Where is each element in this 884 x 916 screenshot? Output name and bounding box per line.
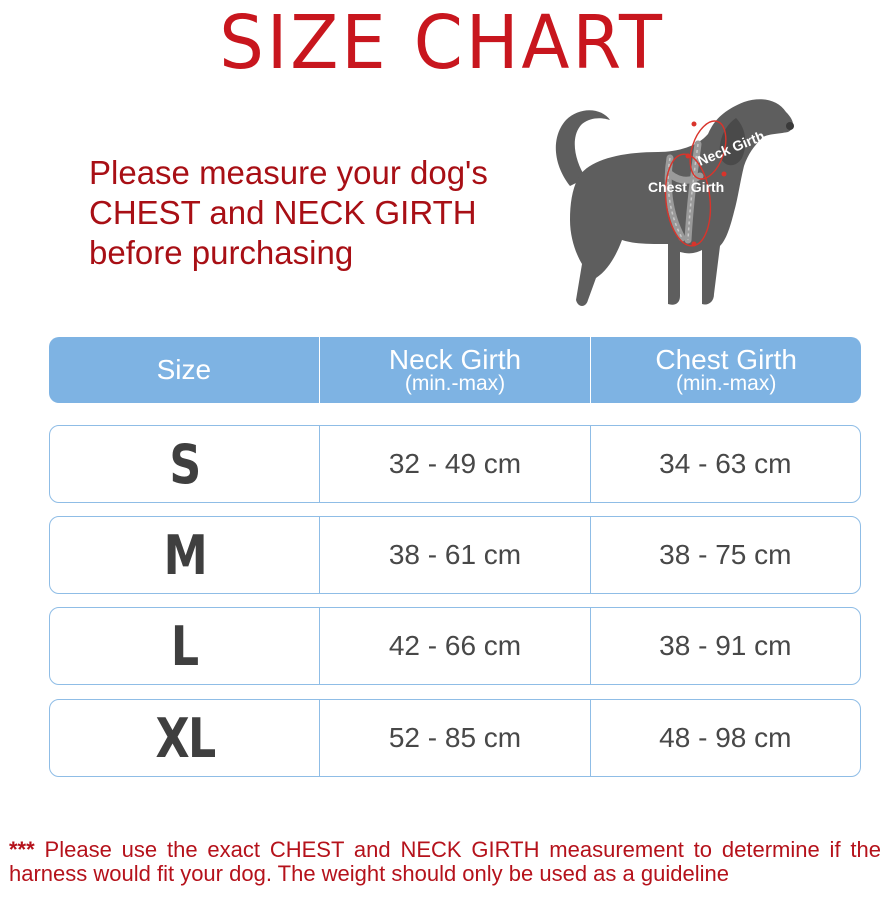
measurement-instruction bbox=[89, 153, 539, 273]
chest-girth-cell bbox=[590, 700, 860, 776]
footnote-stars: *** bbox=[9, 837, 35, 862]
table-row bbox=[49, 425, 861, 503]
header-sublabel: (min.-max) bbox=[404, 372, 506, 395]
header-label: Size bbox=[156, 354, 212, 385]
chest-girth-value: 38 - 75 cm bbox=[659, 539, 792, 570]
chest-girth-cell bbox=[590, 517, 860, 593]
header-neck-girth bbox=[319, 337, 591, 403]
instruction-line: CHEST and NECK GIRTH bbox=[89, 194, 477, 231]
size-cell bbox=[50, 426, 319, 502]
neck-girth-cell bbox=[319, 700, 589, 776]
chest-girth-cell bbox=[590, 608, 860, 684]
neck-girth-label: Neck Girth bbox=[695, 127, 767, 169]
header-chest-girth bbox=[590, 337, 861, 403]
size-label: XL bbox=[155, 706, 215, 770]
header-size bbox=[49, 337, 319, 403]
size-label: L bbox=[171, 614, 198, 678]
size-label: S bbox=[169, 432, 200, 496]
neck-girth-cell bbox=[319, 608, 589, 684]
size-label: M bbox=[163, 523, 206, 587]
neck-girth-value: 38 - 61 cm bbox=[388, 539, 522, 570]
neck-girth-cell bbox=[319, 426, 589, 502]
header-label: Chest Girth bbox=[655, 344, 797, 375]
neck-girth-value: 52 - 85 cm bbox=[388, 722, 522, 753]
size-cell bbox=[50, 517, 319, 593]
chest-girth-label: Chest Girth bbox=[648, 179, 725, 195]
footnote-text: Please use the exact CHEST and NECK GIRTH measurement to determine if the harness would fit your dog. The weight should only be used as a guideline bbox=[9, 837, 881, 886]
table-row bbox=[49, 607, 861, 685]
neck-girth-value: 32 - 49 cm bbox=[388, 448, 522, 479]
header-sublabel: (min.-max) bbox=[676, 372, 777, 395]
page-title: SIZE CHART bbox=[219, 0, 665, 86]
chest-girth-value: 34 - 63 cm bbox=[659, 448, 792, 479]
chest-girth-value: 38 - 91 cm bbox=[659, 630, 792, 661]
instruction-line: before purchasing bbox=[89, 234, 354, 271]
table-row bbox=[49, 516, 861, 594]
table-row bbox=[49, 699, 861, 777]
table-header bbox=[49, 337, 861, 403]
size-cell bbox=[50, 608, 319, 684]
instruction-line: Please measure your dog's bbox=[89, 154, 488, 191]
chest-girth-cell bbox=[590, 426, 860, 502]
size-cell bbox=[50, 700, 319, 776]
header-label: Neck Girth bbox=[388, 344, 522, 375]
dog-illustration bbox=[548, 94, 798, 312]
neck-girth-cell bbox=[319, 517, 589, 593]
footnote bbox=[9, 838, 881, 886]
chest-girth-value: 48 - 98 cm bbox=[659, 722, 792, 753]
neck-girth-value: 42 - 66 cm bbox=[388, 630, 522, 661]
